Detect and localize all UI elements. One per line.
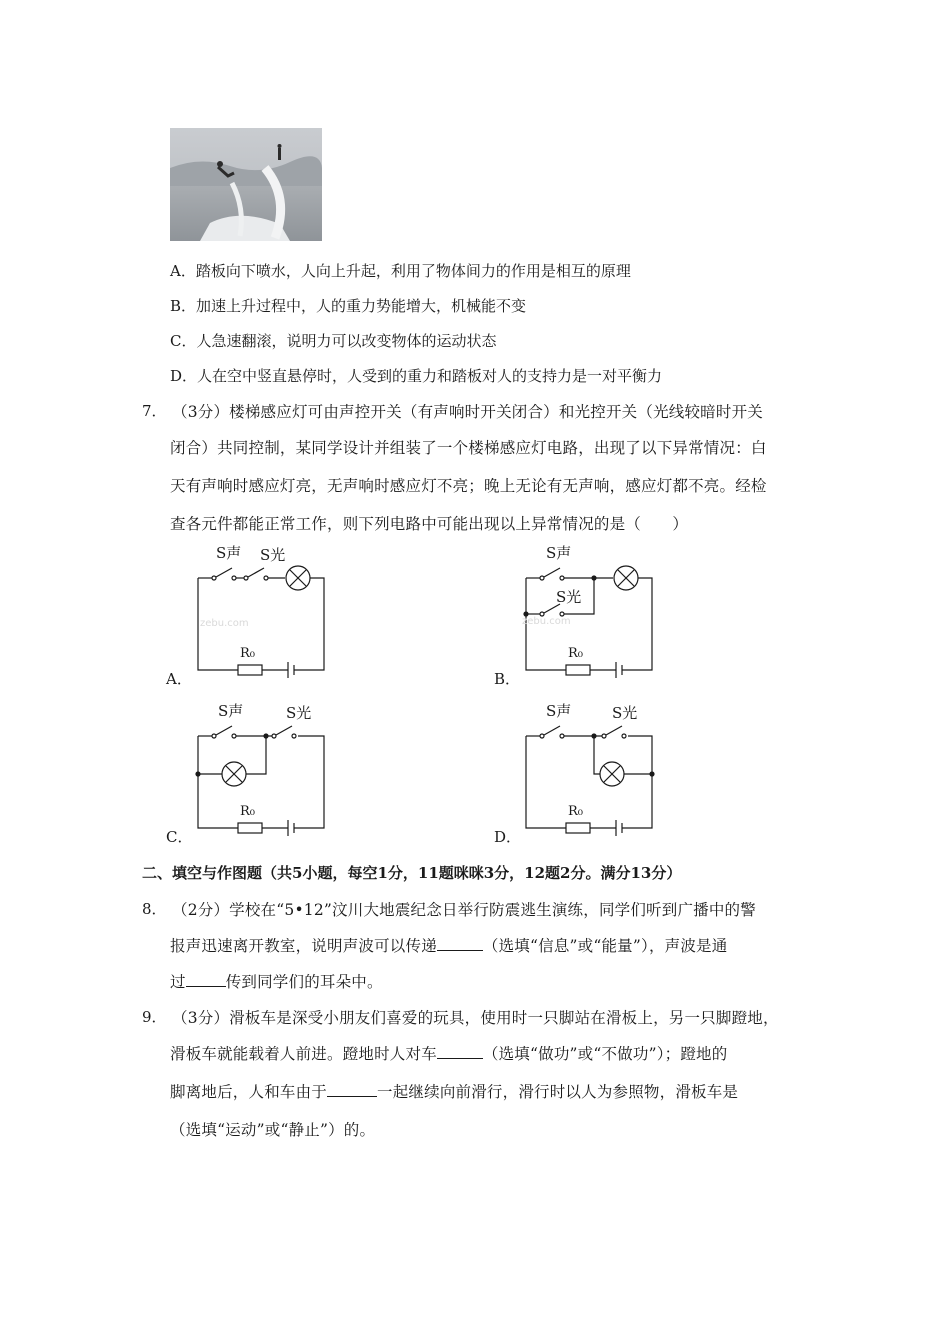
circuit-d-label: D． xyxy=(494,828,522,846)
q8-line xyxy=(170,970,383,992)
switch-light-label: S光 xyxy=(612,704,638,722)
resistor-label: R₀ xyxy=(568,804,583,819)
q9-text: 滑板车就能载着人前进。蹬地时人对车 xyxy=(170,1045,437,1063)
q8-blank-1[interactable] xyxy=(437,936,483,951)
q7-number: 7． xyxy=(142,402,167,420)
q6-option-b: B．加速上升过程中，人的重力势能增大，机械能不变 xyxy=(170,297,527,315)
q9-blank-1[interactable] xyxy=(437,1044,483,1059)
switch-light-label: S光 xyxy=(260,546,286,564)
q7-line: 查各元件都能正常工作，则下列电路中可能出现以上异常情况的是（ ） xyxy=(170,515,689,533)
switch-sound-label: S声 xyxy=(216,544,242,562)
q9-line xyxy=(170,1042,727,1064)
q9-text: （选填“做功”或“不做功”）；蹬地的 xyxy=(482,1045,728,1063)
q7-line: 闭合）共同控制，某同学设计并组装了一个楼梯感应灯电路，出现了以下异常情况：白 xyxy=(170,439,767,457)
q9-text: 一起继续向前滑行，滑行时以人为参照物，滑板车是 xyxy=(377,1083,739,1101)
q8-text: 报声迅速离开教室，说明声波可以传递 xyxy=(170,937,437,955)
q7-line: 天有声响时感应灯亮，无声响时感应灯不亮；晚上无论有无声响，感应灯都不亮。经检 xyxy=(170,477,767,495)
circuit-a-diagram xyxy=(190,540,340,684)
circuit-b-label: B． xyxy=(494,670,521,688)
q8-line xyxy=(170,934,727,956)
watermark: zebu.com xyxy=(522,616,571,627)
switch-sound-label: S声 xyxy=(218,702,244,720)
q9-line xyxy=(170,1080,738,1102)
q9-line: （选填“运动”或“静止”）的。 xyxy=(170,1121,376,1139)
q8-number: 8． xyxy=(142,900,167,918)
switch-light-label: S光 xyxy=(556,588,582,606)
q8-text: 过 xyxy=(170,973,186,991)
q9-number: 9． xyxy=(142,1008,167,1026)
q9-line: （3分）滑板车是深受小朋友们喜爱的玩具，使用时一只脚站在滑板上，另一只脚蹬地， xyxy=(172,1009,779,1027)
resistor-r0 xyxy=(238,665,262,675)
circuit-c-label: C． xyxy=(166,828,193,846)
switch-sound-label: S声 xyxy=(546,702,572,720)
resistor-label: R₀ xyxy=(240,804,255,819)
circuit-d-diagram xyxy=(518,700,668,844)
watermark: zebu.com xyxy=(200,618,249,629)
q6-option-d: D．人在空中竖直悬停时，人受到的重力和踏板对人的支持力是一对平衡力 xyxy=(170,367,663,385)
q7-line: （3分）楼梯感应灯可由声控开关（有声响时开关闭合）和光控开关（光线较暗时开关 xyxy=(172,403,763,421)
q6-option-a: A．踏板向下喷水，人向上升起，利用了物体间力的作用是相互的原理 xyxy=(170,262,631,280)
q8-text: （选填“信息”或“能量”），声波是通 xyxy=(482,937,728,955)
q9-text: 脚离地后，人和车由于 xyxy=(170,1083,328,1101)
resistor-label: R₀ xyxy=(240,646,255,661)
q8-line: （2分）学校在“5•12”汶川大地震纪念日举行防震逃生演练，同学们听到广播中的警 xyxy=(172,901,756,919)
q8-blank-2[interactable] xyxy=(186,972,226,987)
section-2-heading: 二、填空与作图题（共5小题，每空1分，11题咪咪3分，12题2分。满分13分） xyxy=(142,864,682,882)
circuit-c-diagram xyxy=(190,700,340,844)
circuit-a-label: A． xyxy=(166,670,192,688)
q6-option-c: C．人急速翻滚，说明力可以改变物体的运动状态 xyxy=(170,332,497,350)
switch-sound-label: S声 xyxy=(546,544,572,562)
resistor-label: R₀ xyxy=(568,646,583,661)
circuit-b-diagram xyxy=(518,540,668,684)
q8-text: 传到同学们的耳朵中。 xyxy=(225,973,383,991)
switch-light-label: S光 xyxy=(286,704,312,722)
flyboard-photo xyxy=(170,128,322,241)
q9-blank-2[interactable] xyxy=(327,1082,377,1097)
